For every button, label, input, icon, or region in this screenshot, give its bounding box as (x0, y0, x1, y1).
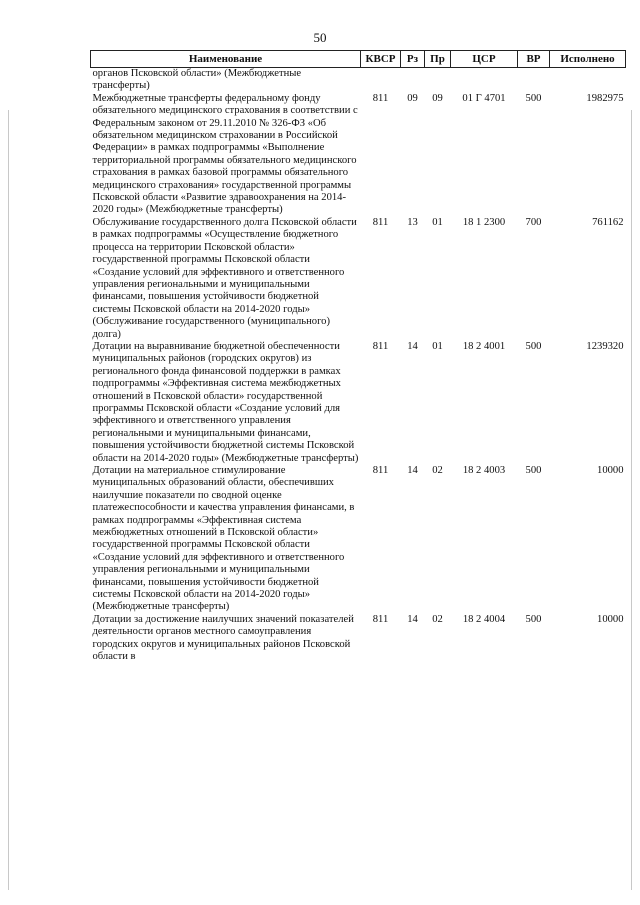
scan-edge-line-left (8, 110, 9, 890)
table-row (91, 341, 626, 465)
row-executed: 10000 (597, 613, 624, 625)
table-row (91, 93, 626, 217)
row-vr: 500 (525, 465, 542, 476)
row-rz: 14 (407, 613, 418, 625)
column-header-pr: Пр (425, 51, 451, 68)
row-executed: 1982975 (586, 92, 624, 104)
row-vr: 700 (525, 216, 542, 228)
row-name: Обслуживание государственного долга Псковской области в рамках подпрограммы «Осуществление бюджетного процесса на территории Псковской области» государственной программы Псковской области «Создание условий для эффективного и ответственного управления региональными и муниципальными финансами, повышения устойчивости бюджетной системы Псковской области на 2014-2020 годы» (Обслуживание государственного (муниципального) долга) (92, 216, 357, 340)
row-name: Дотации за достижение наилучших значений показателей деятельности органов местного самоуправления городских округов и муниципальных районов Псковской области в (92, 613, 354, 663)
column-header-executed: Исполнено (550, 51, 626, 68)
row-pr: 01 (432, 340, 443, 352)
row-pr: 02 (432, 613, 443, 625)
row-csr: 18 1 2300 (462, 216, 506, 228)
row-kvsr: 811 (372, 216, 389, 228)
row-pr: 01 (432, 216, 443, 228)
row-executed: 761162 (592, 216, 624, 228)
scan-edge-line-right (631, 110, 632, 890)
row-rz: 14 (407, 465, 418, 476)
row-csr: 18 2 4004 (462, 613, 506, 625)
row-kvsr: 811 (372, 613, 389, 625)
row-rz: 14 (407, 340, 418, 352)
row-vr: 500 (525, 613, 542, 625)
column-header-kvsr: КВСР (361, 51, 401, 68)
row-csr: 18 2 4001 (462, 340, 506, 352)
row-kvsr: 811 (372, 465, 389, 476)
continuation-row (91, 68, 626, 93)
row-vr: 500 (525, 92, 542, 104)
table-header-row (91, 51, 626, 68)
row-pr: 09 (432, 92, 443, 104)
row-pr: 02 (432, 465, 443, 476)
row-name: Дотации на выравнивание бюджетной обеспеченности муниципальных районов (городских округов) из регионального фонда финансовой поддержки в рамках подпрограммы «Эффективная система межбюджетных отношений в Псковской области» государственной программы Псковской области «Создание условий для эффективного и ответственного управления региональными и муниципальными финансами, повышения устойчивости бюджетной системы Псковской области на 2014-2020 годы» (Межбюджетные трансферты) (92, 340, 359, 464)
row-executed: 10000 (597, 465, 624, 476)
row-vr: 500 (525, 340, 542, 352)
row-name: Дотации на материальное стимулирование муниципальных образований области, обеспечивших наилучшие показатели по сводной оценке платежеспособности и качества управления финансами, в рамках подпрограммы «Эффективная система межбюджетных отношений в Псковской области» государственной программы Псковской области «Создание условий для эффективного и ответственного управления региональными и муниципальными финансами, повышения устойчивости бюджетной системы Псковской области на 2014-2020 годы» (Межбюджетные трансферты) (92, 465, 355, 613)
continuation-text: органов Псковской области» (Межбюджетные трансферты) (92, 68, 302, 92)
row-csr: 18 2 4003 (462, 465, 506, 476)
page-number: 50 (313, 30, 327, 45)
column-header-name: Наименование (91, 51, 361, 68)
column-header-csr: ЦСР (451, 51, 518, 68)
row-rz: 09 (407, 92, 418, 104)
row-rz: 13 (407, 216, 418, 228)
table-row (91, 217, 626, 341)
table-row (91, 614, 626, 664)
budget-table (90, 50, 626, 664)
row-csr: 01 Г 4701 (462, 92, 506, 104)
row-name: Межбюджетные трансферты федеральному фонду обязательного медицинского страхования в соответствии с Федеральным законом от 29.11.2010 № 326-ФЗ «Об обязательном медицинском страховании в Российской Федерации» в рамках подпрограммы «Выполнение территориальной программы обязательного медицинского страхования в рамках базовой программы обязательного медицинского страхования» государственной программы Псковской области «Развитие здравоохранения на 2014-2020 годы» (Межбюджетные трансферты) (92, 92, 358, 216)
row-executed: 1239320 (586, 340, 624, 352)
table-row (91, 465, 626, 614)
column-header-rz: Рз (401, 51, 425, 68)
row-kvsr: 811 (372, 340, 389, 352)
column-header-vr: ВР (518, 51, 550, 68)
row-kvsr: 811 (372, 92, 389, 104)
